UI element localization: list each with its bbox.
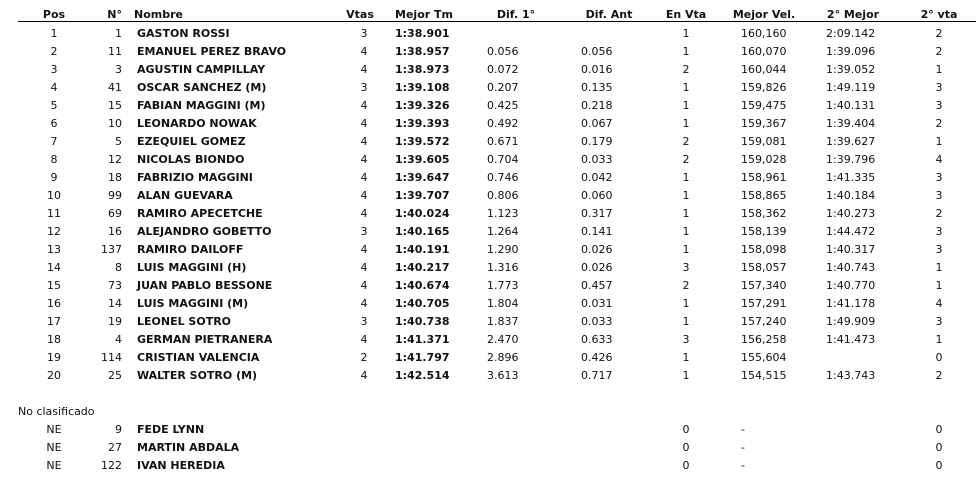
cell-segmejor: 1:43.743 <box>826 369 876 382</box>
cell-vtas: 3 <box>360 81 368 94</box>
cell-difant: 0.717 <box>581 369 613 382</box>
cell-segmejor: 1:44.472 <box>826 225 876 238</box>
cell-envta: 1 <box>682 99 690 112</box>
cell-segvta: 3 <box>935 81 943 94</box>
cell-num: 1 <box>115 27 122 40</box>
cell-segmejor: 1:39.096 <box>826 45 876 58</box>
cell-vtas: 4 <box>360 243 368 256</box>
cell-envta: 0 <box>682 459 690 472</box>
cell-dif1: 1.290 <box>487 243 519 256</box>
cell-pos: 13 <box>47 243 61 256</box>
cell-dif1: 0.072 <box>487 63 519 76</box>
cell-mejorvel: 160,044 <box>741 63 787 76</box>
cell-segmejor: 1:41.178 <box>826 297 876 310</box>
cell-vtas: 3 <box>360 27 368 40</box>
cell-segvta: 0 <box>935 459 943 472</box>
cell-num: 73 <box>108 279 122 292</box>
cell-nombre: OSCAR SANCHEZ (M) <box>137 81 267 94</box>
cell-nombre: GASTON ROSSI <box>137 27 230 40</box>
cell-envta: 1 <box>682 171 690 184</box>
cell-mejorvel: 158,098 <box>741 243 787 256</box>
cell-segvta: 4 <box>935 153 943 166</box>
cell-vtas: 4 <box>360 261 368 274</box>
cell-nombre: MARTIN ABDALA <box>137 441 240 454</box>
cell-mejor-tm: 1:39.393 <box>395 117 450 130</box>
header-nombre: Nombre <box>134 8 183 21</box>
cell-pos: 3 <box>50 63 58 76</box>
cell-segvta: 1 <box>935 333 943 346</box>
cell-vtas: 4 <box>360 63 368 76</box>
cell-nombre: CRISTIAN VALENCIA <box>137 351 260 364</box>
cell-mejor-tm: 1:39.707 <box>395 189 450 202</box>
cell-mejor-tm: 1:40.024 <box>395 207 450 220</box>
cell-nombre: LEONARDO NOWAK <box>137 117 257 130</box>
cell-segmejor: 1:40.317 <box>826 243 876 256</box>
header-mejor-tm: Mejor Tm <box>395 8 453 21</box>
cell-segvta: 4 <box>935 297 943 310</box>
cell-num: 11 <box>108 45 122 58</box>
cell-segvta: 1 <box>935 63 943 76</box>
cell-segvta: 3 <box>935 225 943 238</box>
header-2-vta: 2° vta <box>920 8 958 21</box>
cell-mejor-tm: 1:42.514 <box>395 369 450 382</box>
cell-dif1: 0.425 <box>487 99 519 112</box>
cell-difant: 0.016 <box>581 63 613 76</box>
cell-vtas: 4 <box>360 333 368 346</box>
cell-mejor-tm: 1:40.217 <box>395 261 450 274</box>
cell-num: 15 <box>108 99 122 112</box>
cell-mejorvel: 157,291 <box>741 297 787 310</box>
header-en-vta: En Vta <box>665 8 707 21</box>
cell-pos: 9 <box>50 171 58 184</box>
cell-difant: 0.426 <box>581 351 613 364</box>
cell-segmejor: 1:40.184 <box>826 189 876 202</box>
cell-vtas: 4 <box>360 153 368 166</box>
header-2-mejor: 2° Mejor <box>826 8 880 21</box>
cell-nombre: EZEQUIEL GOMEZ <box>137 135 246 148</box>
cell-pos: NE <box>46 459 62 472</box>
cell-dif1: 2.470 <box>487 333 519 346</box>
cell-dif1: 0.056 <box>487 45 519 58</box>
cell-num: 3 <box>115 63 122 76</box>
cell-dif1: 3.613 <box>487 369 519 382</box>
cell-dif1: 1.123 <box>487 207 519 220</box>
cell-envta: 0 <box>682 423 690 436</box>
cell-mejorvel: 160,160 <box>741 27 787 40</box>
cell-segvta: 1 <box>935 279 943 292</box>
cell-difant: 0.031 <box>581 297 613 310</box>
cell-vtas: 3 <box>360 225 368 238</box>
cell-difant: 0.056 <box>581 45 613 58</box>
cell-pos: 1 <box>50 27 58 40</box>
cell-segmejor: 1:39.404 <box>826 117 876 130</box>
no-clasificado-label: No clasificado <box>18 405 95 418</box>
cell-vtas: 4 <box>360 45 368 58</box>
cell-envta: 1 <box>682 117 690 130</box>
cell-num: 5 <box>115 135 122 148</box>
cell-nombre: FABIAN MAGGINI (M) <box>137 99 266 112</box>
cell-envta: 3 <box>682 333 690 346</box>
cell-segmejor: 1:49.909 <box>826 315 876 328</box>
cell-vtas: 4 <box>360 99 368 112</box>
cell-mejor-tm: 1:38.901 <box>395 27 450 40</box>
cell-envta: 2 <box>682 153 690 166</box>
cell-segvta: 1 <box>935 135 943 148</box>
cell-num: 69 <box>108 207 122 220</box>
cell-mejorvel: 157,240 <box>741 315 787 328</box>
cell-nombre: FABRIZIO MAGGINI <box>137 171 253 184</box>
cell-segvta: 2 <box>935 27 943 40</box>
cell-pos: 7 <box>50 135 58 148</box>
header-pos: Pos <box>42 8 66 21</box>
cell-envta: 1 <box>682 243 690 256</box>
cell-pos: 4 <box>50 81 58 94</box>
cell-vtas: 4 <box>360 369 368 382</box>
cell-difant: 0.179 <box>581 135 613 148</box>
cell-segmejor: 2:09.142 <box>826 27 876 40</box>
cell-envta: 1 <box>682 189 690 202</box>
cell-envta: 2 <box>682 135 690 148</box>
cell-envta: 3 <box>682 261 690 274</box>
cell-mejor-tm: 1:39.605 <box>395 153 450 166</box>
header-mejor-vel: Mejor Vel. <box>732 8 796 21</box>
cell-mejor-tm: 1:41.797 <box>395 351 450 364</box>
cell-mejorvel: 159,826 <box>741 81 787 94</box>
cell-difant: 0.633 <box>581 333 613 346</box>
cell-segmejor: 1:40.273 <box>826 207 876 220</box>
cell-mejor-tm: 1:41.371 <box>395 333 450 346</box>
cell-dif1: 1.264 <box>487 225 519 238</box>
cell-segvta: 3 <box>935 315 943 328</box>
cell-num: 114 <box>101 351 122 364</box>
cell-mejor-tm: 1:40.738 <box>395 315 450 328</box>
cell-vtas: 4 <box>360 189 368 202</box>
cell-segvta: 3 <box>935 171 943 184</box>
cell-mejorvel: 159,475 <box>741 99 787 112</box>
cell-nombre: JUAN PABLO BESSONE <box>137 279 273 292</box>
cell-vtas: 4 <box>360 171 368 184</box>
cell-difant: 0.141 <box>581 225 613 238</box>
cell-segvta: 2 <box>935 207 943 220</box>
cell-mejorvel: 158,362 <box>741 207 787 220</box>
cell-num: 25 <box>108 369 122 382</box>
cell-mejorvel: 159,028 <box>741 153 787 166</box>
cell-num: 122 <box>101 459 122 472</box>
cell-num: 10 <box>108 117 122 130</box>
cell-vtas: 2 <box>360 351 368 364</box>
cell-dif1: 1.804 <box>487 297 519 310</box>
cell-mejorvel: 155,604 <box>741 351 787 364</box>
cell-segmejor: 1:40.131 <box>826 99 876 112</box>
cell-mejorvel: - <box>741 441 745 454</box>
cell-num: 12 <box>108 153 122 166</box>
cell-envta: 2 <box>682 279 690 292</box>
cell-mejor-tm: 1:38.957 <box>395 45 450 58</box>
cell-difant: 0.457 <box>581 279 613 292</box>
cell-mejor-tm: 1:39.108 <box>395 81 450 94</box>
cell-dif1: 2.896 <box>487 351 519 364</box>
cell-num: 14 <box>108 297 122 310</box>
cell-dif1: 1.837 <box>487 315 519 328</box>
cell-num: 16 <box>108 225 122 238</box>
cell-difant: 0.067 <box>581 117 613 130</box>
cell-mejorvel: 160,070 <box>741 45 787 58</box>
cell-segvta: 3 <box>935 99 943 112</box>
cell-num: 27 <box>108 441 122 454</box>
cell-pos: 5 <box>50 99 58 112</box>
cell-pos: 6 <box>50 117 58 130</box>
cell-nombre: NICOLAS BIONDO <box>137 153 245 166</box>
cell-segmejor: 1:49.119 <box>826 81 876 94</box>
cell-mejor-tm: 1:40.674 <box>395 279 450 292</box>
cell-dif1: 0.671 <box>487 135 519 148</box>
cell-pos: 16 <box>47 297 61 310</box>
cell-pos: 10 <box>47 189 61 202</box>
cell-mejor-tm: 1:39.572 <box>395 135 450 148</box>
cell-segvta: 3 <box>935 243 943 256</box>
header-number: N° <box>107 8 122 21</box>
cell-mejorvel: 159,367 <box>741 117 787 130</box>
cell-mejor-tm: 1:40.705 <box>395 297 450 310</box>
cell-nombre: RAMIRO APECETCHE <box>137 207 263 220</box>
cell-segvta: 2 <box>935 369 943 382</box>
cell-segvta: 0 <box>935 441 943 454</box>
cell-vtas: 4 <box>360 117 368 130</box>
cell-nombre: IVAN HEREDIA <box>137 459 225 472</box>
cell-envta: 0 <box>682 441 690 454</box>
cell-nombre: LUIS MAGGINI (H) <box>137 261 247 274</box>
cell-pos: 18 <box>47 333 61 346</box>
cell-difant: 0.135 <box>581 81 613 94</box>
cell-nombre: LUIS MAGGINI (M) <box>137 297 249 310</box>
cell-difant: 0.218 <box>581 99 613 112</box>
cell-envta: 1 <box>682 207 690 220</box>
cell-pos: 8 <box>50 153 58 166</box>
cell-mejorvel: - <box>741 423 745 436</box>
cell-dif1: 1.316 <box>487 261 519 274</box>
cell-segvta: 3 <box>935 189 943 202</box>
cell-nombre: FEDE LYNN <box>137 423 205 436</box>
cell-dif1: 0.492 <box>487 117 519 130</box>
cell-envta: 1 <box>682 81 690 94</box>
cell-difant: 0.042 <box>581 171 613 184</box>
cell-envta: 1 <box>682 297 690 310</box>
cell-envta: 1 <box>682 225 690 238</box>
cell-num: 41 <box>108 81 122 94</box>
cell-mejorvel: 158,139 <box>741 225 787 238</box>
cell-segvta: 1 <box>935 261 943 274</box>
cell-segmejor: 1:41.473 <box>826 333 876 346</box>
cell-nombre: ALEJANDRO GOBETTO <box>137 225 272 238</box>
cell-pos: 2 <box>50 45 58 58</box>
cell-mejorvel: 158,057 <box>741 261 787 274</box>
cell-envta: 1 <box>682 27 690 40</box>
cell-num: 137 <box>101 243 122 256</box>
cell-dif1: 0.207 <box>487 81 519 94</box>
cell-num: 9 <box>115 423 122 436</box>
cell-segvta: 0 <box>935 423 943 436</box>
cell-nombre: EMANUEL PEREZ BRAVO <box>137 45 287 58</box>
cell-dif1: 1.773 <box>487 279 519 292</box>
cell-segmejor: 1:40.743 <box>826 261 876 274</box>
header-vtas: Vtas <box>346 8 374 21</box>
cell-num: 8 <box>115 261 122 274</box>
cell-mejor-tm: 1:38.973 <box>395 63 450 76</box>
cell-envta: 1 <box>682 369 690 382</box>
cell-segmejor: 1:40.770 <box>826 279 876 292</box>
cell-nombre: AGUSTIN CAMPILLAY <box>137 63 266 76</box>
cell-nombre: ALAN GUEVARA <box>137 189 233 202</box>
cell-mejorvel: - <box>741 459 745 472</box>
cell-mejorvel: 156,258 <box>741 333 787 346</box>
cell-vtas: 4 <box>360 207 368 220</box>
cell-segmejor: 1:39.052 <box>826 63 876 76</box>
cell-envta: 2 <box>682 63 690 76</box>
cell-segvta: 2 <box>935 45 943 58</box>
cell-envta: 1 <box>682 351 690 364</box>
cell-mejor-tm: 1:40.165 <box>395 225 450 238</box>
cell-pos: 14 <box>47 261 61 274</box>
cell-segmejor: 1:39.796 <box>826 153 876 166</box>
cell-num: 19 <box>108 315 122 328</box>
header-divider <box>18 21 976 22</box>
cell-vtas: 4 <box>360 297 368 310</box>
cell-pos: 17 <box>47 315 61 328</box>
cell-vtas: 4 <box>360 279 368 292</box>
cell-nombre: WALTER SOTRO (M) <box>137 369 258 382</box>
cell-mejorvel: 158,865 <box>741 189 787 202</box>
cell-mejor-tm: 1:40.191 <box>395 243 450 256</box>
cell-segvta: 0 <box>935 351 943 364</box>
cell-difant: 0.026 <box>581 261 613 274</box>
cell-pos: NE <box>46 441 62 454</box>
cell-difant: 0.026 <box>581 243 613 256</box>
cell-dif1: 0.806 <box>487 189 519 202</box>
cell-pos: 12 <box>47 225 61 238</box>
cell-difant: 0.060 <box>581 189 613 202</box>
cell-pos: NE <box>46 423 62 436</box>
cell-num: 18 <box>108 171 122 184</box>
header-dif-ant: Dif. Ant <box>585 8 633 21</box>
cell-pos: 15 <box>47 279 61 292</box>
cell-mejor-tm: 1:39.326 <box>395 99 450 112</box>
cell-pos: 11 <box>47 207 61 220</box>
cell-segmejor: 1:39.627 <box>826 135 876 148</box>
cell-segvta: 2 <box>935 117 943 130</box>
cell-mejor-tm: 1:39.647 <box>395 171 450 184</box>
header-dif-1: Dif. 1° <box>496 8 536 21</box>
cell-mejorvel: 157,340 <box>741 279 787 292</box>
cell-envta: 1 <box>682 45 690 58</box>
cell-vtas: 4 <box>360 135 368 148</box>
cell-dif1: 0.746 <box>487 171 519 184</box>
cell-dif1: 0.704 <box>487 153 519 166</box>
cell-mejorvel: 158,961 <box>741 171 787 184</box>
cell-num: 99 <box>108 189 122 202</box>
cell-pos: 20 <box>47 369 61 382</box>
cell-nombre: GERMAN PIETRANERA <box>137 333 273 346</box>
cell-nombre: LEONEL SOTRO <box>137 315 232 328</box>
cell-segmejor: 1:41.335 <box>826 171 876 184</box>
cell-vtas: 3 <box>360 315 368 328</box>
cell-num: 4 <box>115 333 122 346</box>
cell-mejorvel: 159,081 <box>741 135 787 148</box>
cell-mejorvel: 154,515 <box>741 369 787 382</box>
cell-pos: 19 <box>47 351 61 364</box>
cell-difant: 0.033 <box>581 315 613 328</box>
cell-difant: 0.033 <box>581 153 613 166</box>
cell-nombre: RAMIRO DAILOFF <box>137 243 244 256</box>
cell-envta: 1 <box>682 315 690 328</box>
cell-difant: 0.317 <box>581 207 613 220</box>
